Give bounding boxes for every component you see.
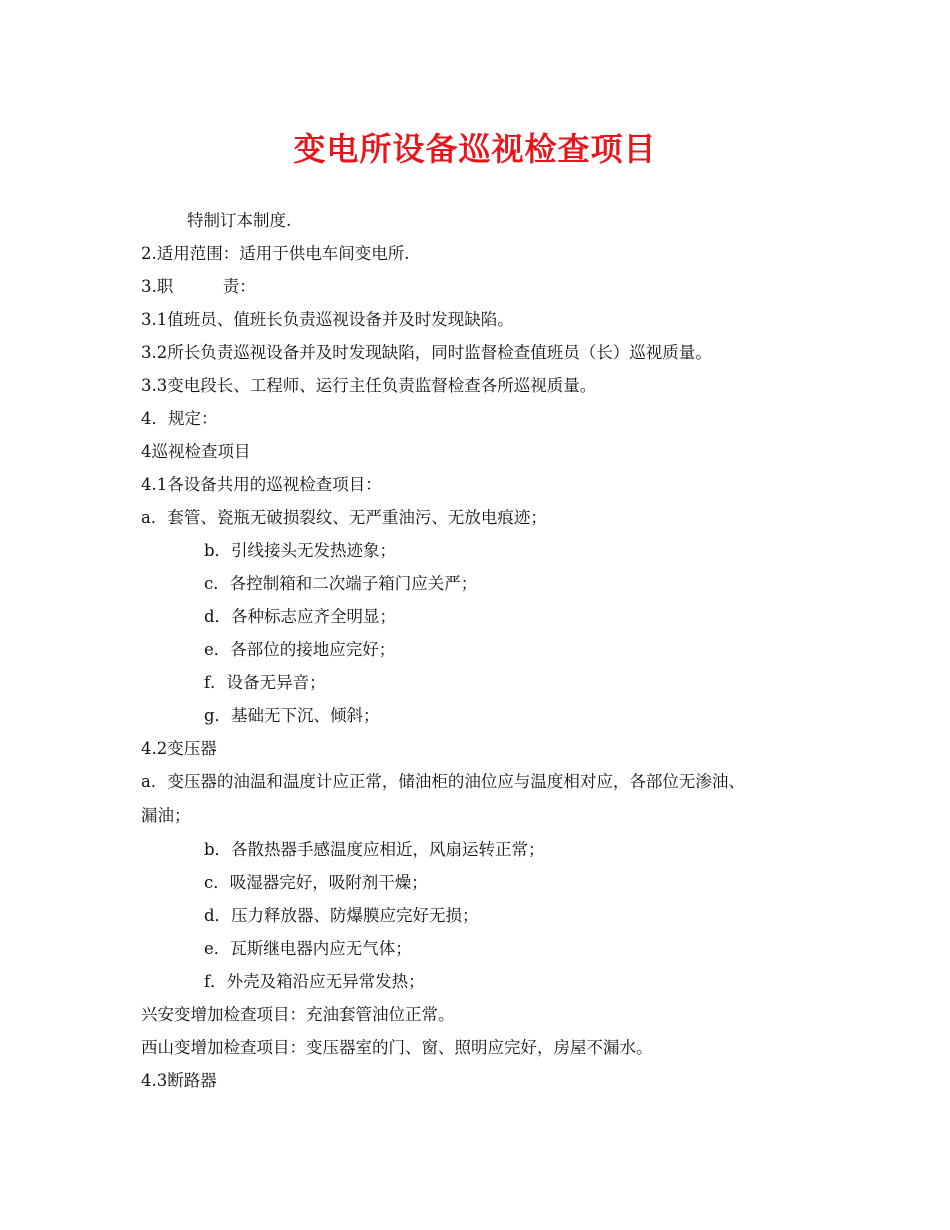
document-title: 变电所设备巡视检查项目 bbox=[293, 130, 657, 168]
section-heading: 4巡视检查项目 bbox=[141, 442, 251, 461]
list-item: f．外壳及箱沿应无异常发热； bbox=[204, 972, 425, 991]
paragraph-line: 3.1值班员、值班长负责巡视设备并及时发现缺陷。 bbox=[141, 310, 514, 329]
paragraph-line: 2.适用范围：适用于供电车间变电所. bbox=[141, 244, 410, 263]
paragraph-line: 3.职 责： bbox=[141, 277, 256, 296]
list-item-continuation: 漏油； bbox=[141, 806, 191, 825]
document-body bbox=[0, 204, 950, 1097]
list-item: f．设备无异音； bbox=[204, 673, 326, 692]
subsection-heading: 4.1各设备共用的巡视检查项目： bbox=[141, 475, 382, 494]
list-item: a．套管、瓷瓶无破损裂纹、无严重油污、无放电痕迹； bbox=[141, 508, 547, 527]
paragraph-line: 西山变增加检查项目：变压器室的门、窗、照明应完好，房屋不漏水。 bbox=[141, 1038, 653, 1057]
list-item: a．变压器的油温和温度计应正常，储油柜的油位应与温度相对应，各部位无渗油、 bbox=[141, 772, 745, 791]
paragraph-line: 兴安变增加检查项目：充油套管油位正常。 bbox=[141, 1005, 455, 1024]
list-item: g．基础无下沉、倾斜； bbox=[204, 706, 380, 725]
list-item: e．各部位的接地应完好； bbox=[204, 640, 396, 659]
paragraph-line: 3.2所长负责巡视设备并及时发现缺陷，同时监督检查值班员（长）巡视质量。 bbox=[141, 343, 712, 362]
list-item: d．压力释放器、防爆膜应完好无损； bbox=[204, 906, 479, 925]
subsection-heading: 4.2变压器 bbox=[141, 739, 217, 758]
subsection-heading: 4.3断路器 bbox=[141, 1071, 217, 1090]
list-item: b．各散热器手感温度应相近，风扇运转正常； bbox=[204, 840, 545, 859]
paragraph-line: 3.3变电段长、工程师、运行主任负责监督检查各所巡视质量。 bbox=[141, 376, 597, 395]
list-item: b．引线接头无发热迹象； bbox=[204, 541, 397, 560]
list-item: c．吸湿器完好，吸附剂干燥； bbox=[204, 873, 428, 892]
paragraph-line: 特制订本制度. bbox=[187, 211, 292, 230]
section-heading: 4．规定： bbox=[141, 409, 218, 428]
list-item: c．各控制箱和二次端子箱门应关严； bbox=[204, 574, 478, 593]
list-item: d．各种标志应齐全明显； bbox=[204, 607, 397, 626]
list-item: e．瓦斯继电器内应无气体； bbox=[204, 939, 412, 958]
